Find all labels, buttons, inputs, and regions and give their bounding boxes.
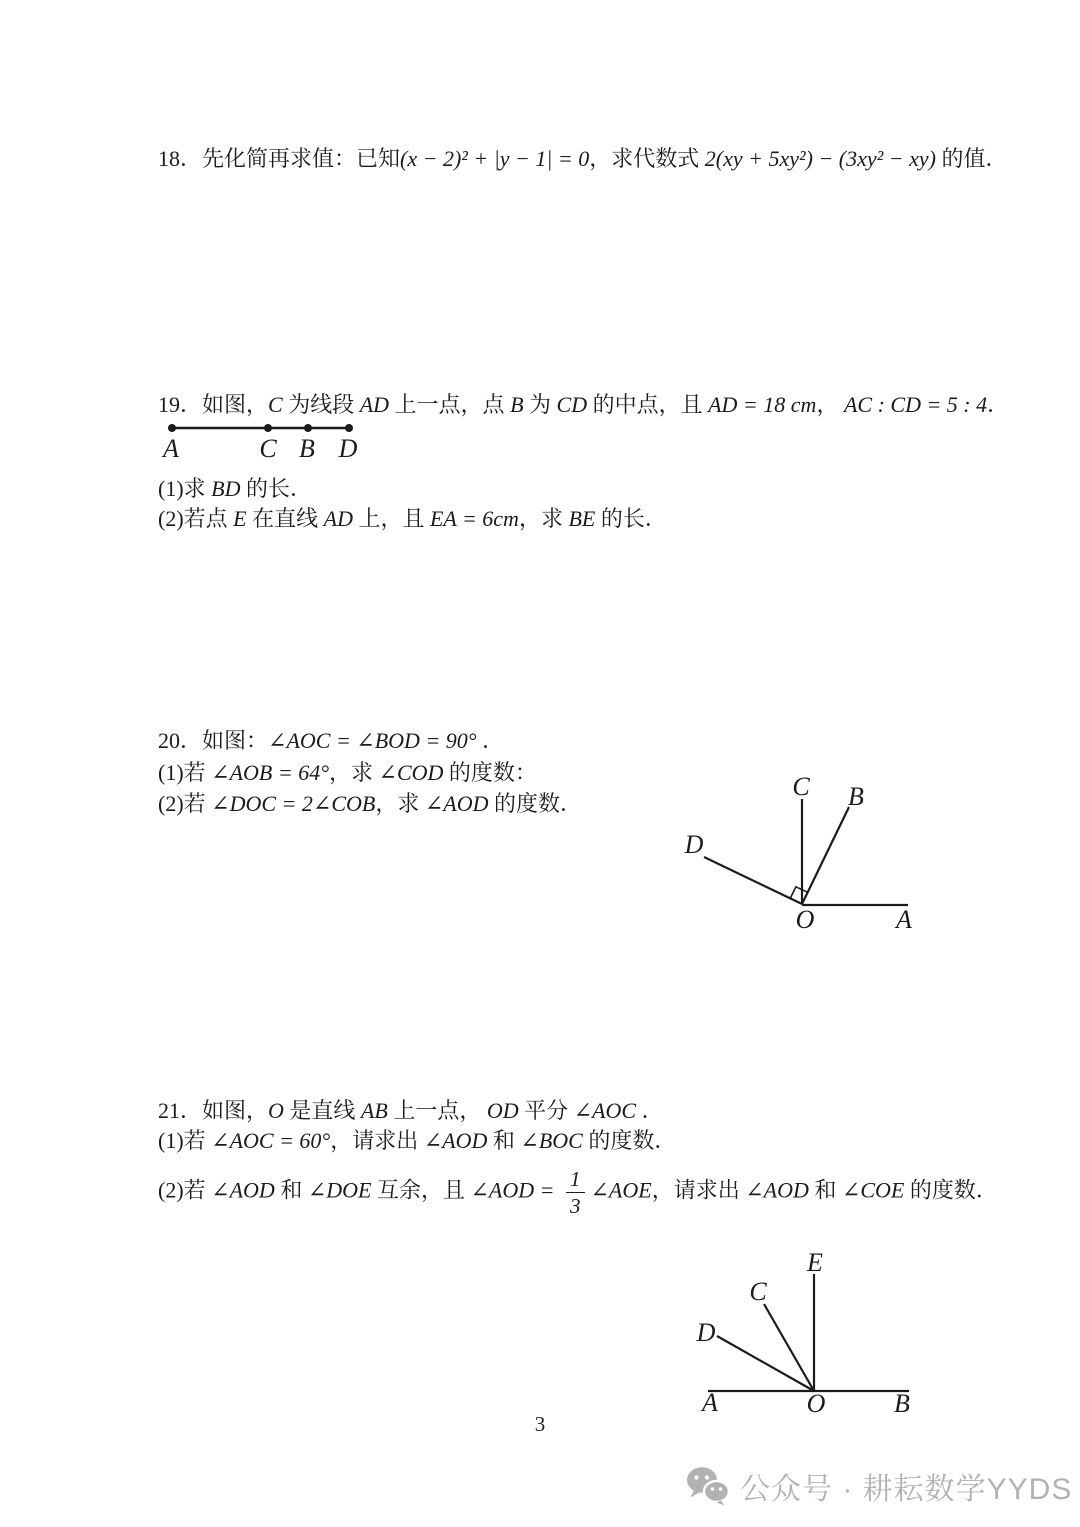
page-number: 3 [534,1412,546,1436]
math-segment: ∠COE [841,1177,905,1203]
math-segment: BE [568,506,596,531]
point-label-o: O [795,905,815,934]
text-segment: ． [476,728,505,753]
text-segment: ，求 [375,791,425,816]
text-segment: 的度数． [904,1177,998,1203]
point-label-c: C [259,434,277,463]
text-segment: 的度数． [582,1128,677,1153]
text-segment: 互余，且 [371,1177,471,1203]
text-segment: 在直线 [246,506,324,531]
text-segment: (2)若 [158,791,212,816]
text-segment: ，请求出 [651,1177,746,1203]
text-segment: ，求 [329,760,379,785]
text-segment: 平分 [518,1098,574,1123]
text-segment: 的长． [240,476,312,501]
text-segment: 为线段 [282,392,360,417]
text-segment: 19．如图， [158,392,269,417]
fraction [566,1168,585,1217]
ray-od [704,857,802,904]
math-segment: CD [556,392,588,417]
point-label-b: B [894,1389,910,1418]
point-label-c: C [792,772,810,801]
math-segment: AD = 18 cm [708,392,817,417]
text-segment: (1)求 [158,476,212,501]
angle-diagram-20 [660,765,950,940]
text-segment: 的度数． [488,791,583,816]
math-segment: AC : CD = 5 : 4 [843,392,988,417]
point-d-dot [345,424,353,432]
point-label-d: D [338,434,358,463]
math-segment: ∠AOD = [470,1177,560,1203]
problem-21-q1 [158,1126,676,1156]
math-segment: B [510,392,524,417]
text-segment: ，请求出 [330,1128,424,1153]
math-segment: ∠AOB = 64° [211,760,329,785]
math-segment: ∠BOC [520,1128,583,1153]
text-segment: 的值． [935,146,1008,171]
fraction-denominator: 3 [570,1194,581,1219]
problem-20-q2 [158,789,582,819]
text-segment: 上一点，点 [389,392,511,417]
text-segment: ． [636,1098,664,1123]
point-label-e: E [807,1248,823,1277]
math-segment: C [268,392,283,417]
point-a-dot [168,424,176,432]
text-segment: (2)若 [158,1177,212,1203]
footer-text: 公众号 · 耕耘数学YYDS [740,1473,1073,1506]
math-segment: O [268,1098,284,1123]
math-segment: AD [359,392,390,417]
text-segment: 的中点，且 [587,392,709,417]
footer-watermark [686,1464,1072,1508]
math-segment: BD [211,476,241,501]
problem-20-statement [158,726,504,756]
text-segment: ，求代数式 [589,146,705,171]
point-label-a: A [163,434,179,463]
segment-diagram-19 [150,405,390,465]
text-segment: ， [816,392,844,417]
math-segment: ∠AOD [424,791,489,816]
math-segment: ∠AOC = ∠BOD = 90° [268,728,477,753]
math-segment: ∠AOD [423,1128,488,1153]
fraction-numerator: 1 [566,1168,585,1193]
point-c-dot [264,424,272,432]
point-label-d: D [696,1318,716,1347]
problem-21-statement [158,1096,664,1126]
point-label-a: A [896,905,912,934]
math-segment: ∠DOC = 2∠COB [211,791,376,816]
point-label-c: C [749,1277,767,1306]
text-segment: 是直线 [283,1098,361,1123]
math-segment: 2(xy + 5xy²) − (3xy² − xy) [704,146,936,171]
math-segment: ∠AOC [573,1098,637,1123]
math-segment: ∠AOE [590,1177,652,1203]
math-segment: (x − 2)² + |y − 1| = 0 [400,146,590,171]
text-segment: 和 [487,1128,521,1153]
problem-20-q1 [158,758,537,788]
point-label-b: B [848,782,864,811]
text-segment: 的度数： [443,760,537,785]
text-segment: 上一点， [387,1098,487,1123]
point-label-b: B [299,434,315,463]
point-label-o: O [806,1389,826,1418]
math-segment: ∠AOD [745,1177,809,1203]
math-segment: ∠DOE [307,1177,372,1203]
math-segment: OD [486,1098,519,1123]
point-b-dot [304,424,312,432]
math-segment: ∠AOD [211,1177,275,1203]
text-segment: (2)若点 [158,506,234,531]
text-segment: 20．如图： [158,728,269,753]
text-segment: 上，且 [352,506,430,531]
text-segment: 为 [523,392,557,417]
angle-diagram-21 [660,1245,950,1420]
text-segment: 18．先化简再求值：已知 [158,146,401,171]
math-segment: AB [360,1098,388,1123]
problem-19-q2 [158,504,667,534]
math-segment: AD [323,506,353,531]
math-segment: E [233,506,247,531]
point-label-d: D [684,830,704,859]
problem-18-statement [158,144,1007,174]
ray-ob [802,807,849,904]
wechat-icon [686,1466,730,1506]
text-segment: 和 [808,1177,842,1203]
text-segment: 21．如图， [158,1098,269,1123]
text-segment: (1)若 [158,760,212,785]
text-segment: 和 [274,1177,308,1203]
math-segment: ∠AOC = 60° [211,1128,331,1153]
point-label-a: A [702,1388,718,1417]
text-segment: 的长． [595,506,667,531]
problem-19-q1 [158,474,312,504]
text-segment: ． [987,392,1010,417]
text-segment: ，求 [518,506,569,531]
math-segment: ∠COD [378,760,444,785]
text-segment: (1)若 [158,1128,212,1153]
problem-21-q2 [158,1168,998,1217]
math-segment: EA = 6cm [429,506,519,531]
